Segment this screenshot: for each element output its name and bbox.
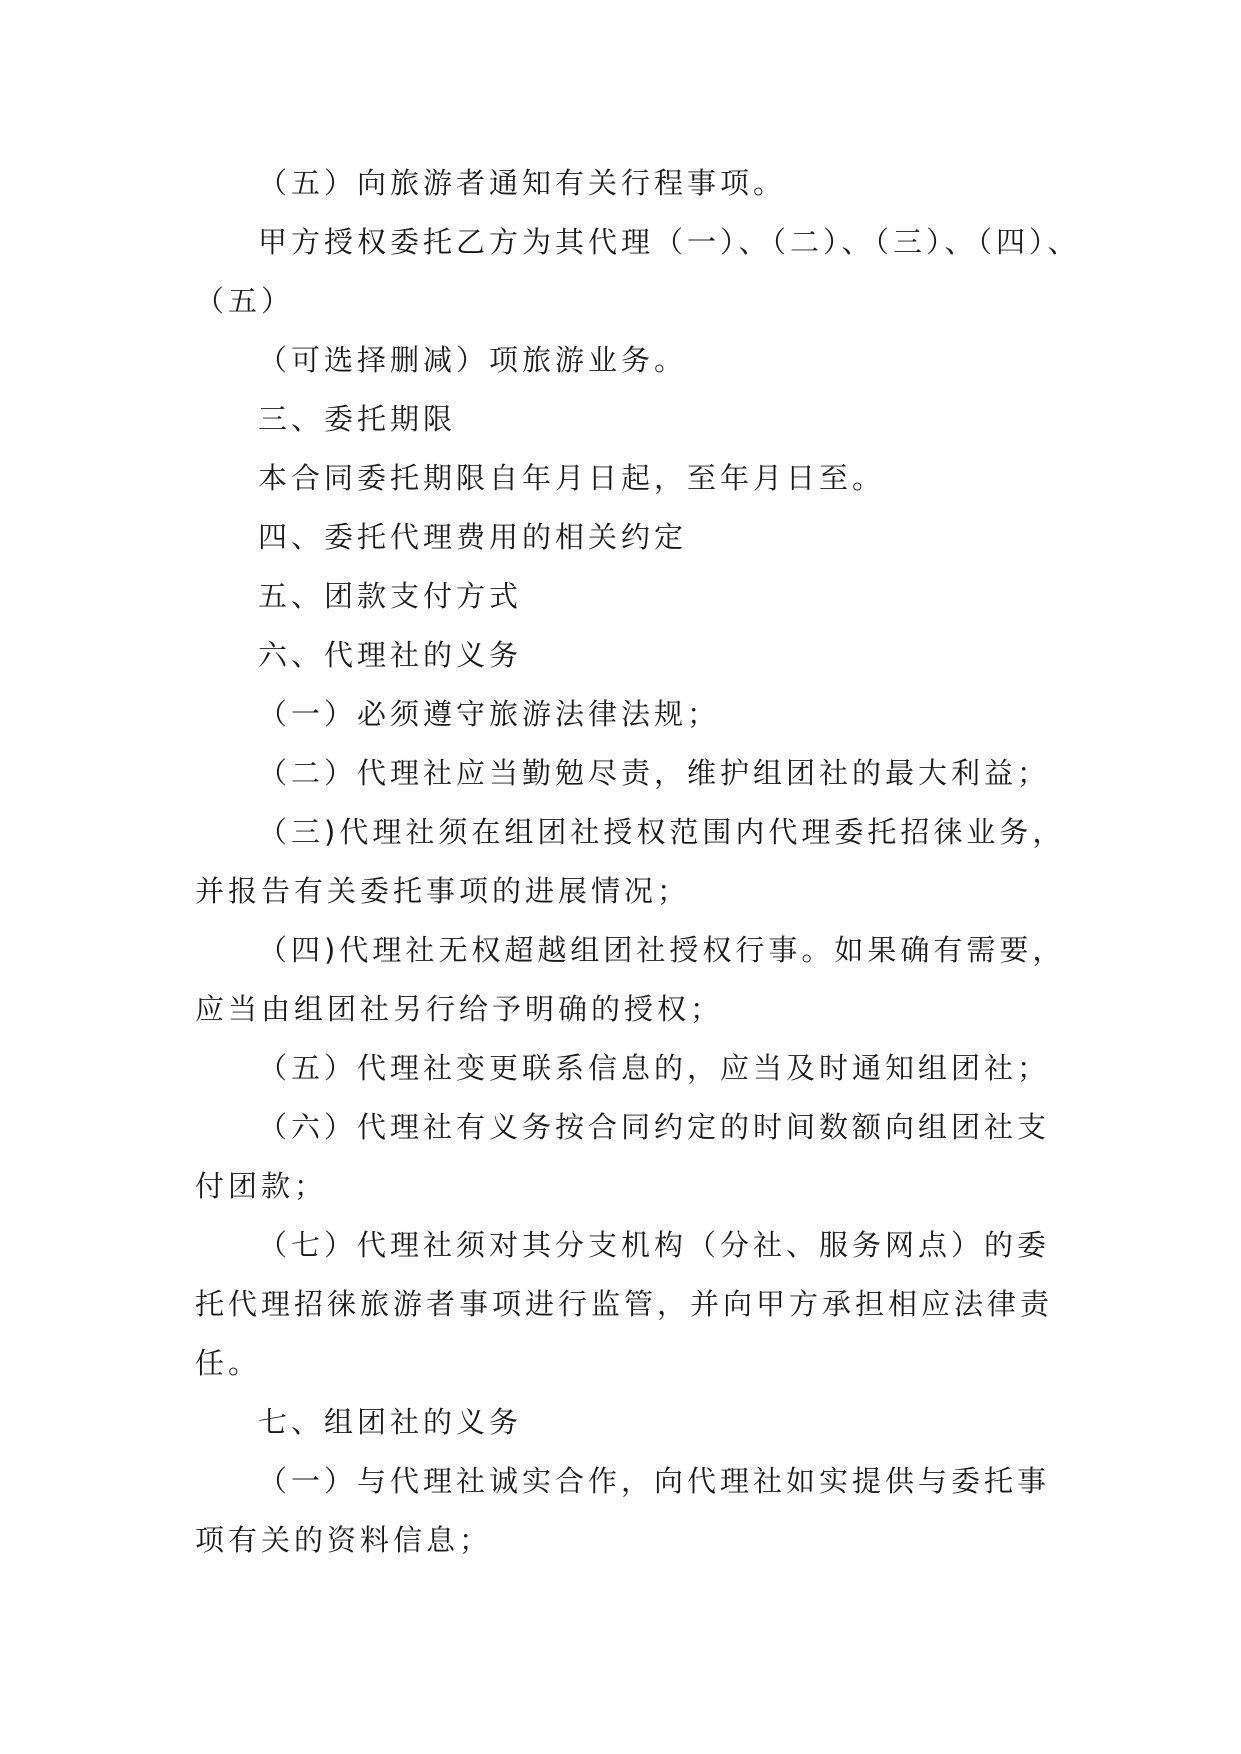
text-line: （一）必须遵守旅游法律法规； xyxy=(258,697,721,731)
text-line: 四、委托代理费用的相关约定 xyxy=(258,520,688,554)
text-line: （三)代理社须在组团社授权范围内代理委托招徕业务， xyxy=(258,815,1066,849)
text-line: 甲方授权委托乙方为其代理（一）、（二）、（三）、（四）、 xyxy=(258,225,1081,259)
text-line: 本合同委托期限自年月日起，至年月日至。 xyxy=(258,461,886,495)
text-line: （四)代理社无权超越组团社授权行事。如果确有需要， xyxy=(258,933,1066,967)
text-line: 付团款； xyxy=(195,1169,328,1203)
text-line: 项有关的资料信息； xyxy=(195,1523,493,1557)
text-line: 七、组团社的义务 xyxy=(258,1405,523,1439)
text-line: 五、团款支付方式 xyxy=(258,579,523,613)
text-line: 任。 xyxy=(195,1346,262,1380)
text-line: （可选择删减）项旅游业务。 xyxy=(258,343,688,377)
text-line: 并报告有关委托事项的进展情况； xyxy=(195,874,691,908)
text-line: （五）向旅游者通知有关行程事项。 xyxy=(258,166,787,200)
text-line: 应当由组团社另行给予明确的授权； xyxy=(195,992,724,1026)
text-line: 六、代理社的义务 xyxy=(258,638,523,672)
text-line: （五）代理社变更联系信息的，应当及时通知组团社； xyxy=(258,1051,1051,1085)
text-line: （七）代理社须对其分支机构（分社、服务网点）的委 xyxy=(258,1228,1051,1262)
text-line: （六）代理社有义务按合同约定的时间数额向组团社支 xyxy=(258,1110,1051,1144)
text-line: 托代理招徕旅游者事项进行监管，并向甲方承担相应法律责 xyxy=(195,1287,1054,1321)
text-line: 三、委托期限 xyxy=(258,402,457,436)
text-line: （二）代理社应当勤勉尽责，维护组团社的最大利益； xyxy=(258,756,1051,790)
text-line: （五） xyxy=(195,284,295,318)
text-line: （一）与代理社诚实合作，向代理社如实提供与委托事 xyxy=(258,1464,1051,1498)
